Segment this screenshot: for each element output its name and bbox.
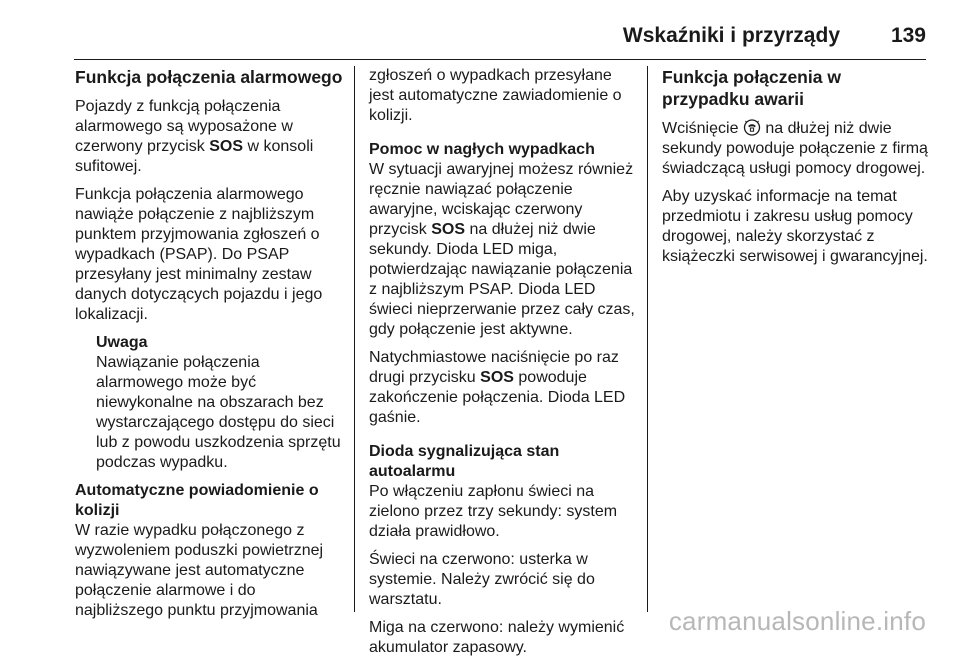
text: na dłużej niż dwie sekundy powoduje połączenie z firmą świadczącą usługi pomocy drogowej. bbox=[662, 120, 928, 177]
paragraph bbox=[369, 160, 635, 340]
paragraph: Po włączeniu zapłonu świeci na zielono przez trzy sekundy: system działa prawidłowo. bbox=[369, 483, 618, 540]
header-rule bbox=[74, 59, 926, 60]
text: Wciśnięcie bbox=[662, 120, 743, 137]
paragraph: Świeci na czerwono: usterka w systemie. Należy zwrócić się do warsztatu. bbox=[369, 551, 595, 608]
sos-label: SOS bbox=[431, 221, 466, 238]
column-1 bbox=[75, 66, 343, 629]
text: powoduje zakończenie połączenia. Dioda LED gaśnie. bbox=[369, 369, 626, 426]
paragraph: zgłoszeń o wypadkach przesyłane jest automatyczne zawiadomienie o kolizji. bbox=[369, 67, 622, 124]
page-header bbox=[0, 24, 926, 58]
text: Pojazdy z funkcją połączenia alarmowego są wyposażone w czerwony przycisk bbox=[75, 98, 293, 155]
note-title: Uwaga bbox=[96, 334, 148, 351]
page-number: 139 bbox=[890, 24, 926, 47]
paragraph bbox=[369, 348, 635, 428]
sos-label: SOS bbox=[480, 369, 514, 386]
paragraph: Miga na czerwono: należy wymienić akumulator zapasowy. bbox=[369, 619, 625, 656]
column-divider-1 bbox=[354, 66, 355, 612]
column-3 bbox=[662, 66, 932, 275]
watermark: carmanualsonline.info bbox=[668, 606, 926, 636]
text: na dłużej niż dwie sekundy. Dioda LED miga, potwierdzając nawiązanie połączenia z najbliższym PSAP. Dioda LED świeci nieprzerwanie przez cały czas, gdy połączenie jest aktywne. bbox=[369, 221, 635, 338]
sub-heading-auto-crash-notification: Automatyczne powiadomienie o kolizji bbox=[75, 482, 319, 519]
section-heading-breakdown-call: Funkcja połączenia w przypadku awarii bbox=[662, 67, 841, 109]
paragraph bbox=[662, 119, 932, 179]
text: Natychmiastowe naciśnięcie po raz drugi przycisku bbox=[369, 349, 619, 386]
sub-heading-emergency-help: Pomoc w nagłych wypadkach bbox=[369, 141, 595, 158]
header-title: Wskaźniki i przyrządy bbox=[622, 24, 840, 47]
roadside-assistance-phone-icon bbox=[743, 119, 761, 136]
paragraph bbox=[75, 97, 343, 177]
sos-label: SOS bbox=[209, 138, 244, 155]
text: w konsoli sufitowej. bbox=[75, 138, 314, 175]
paragraph: Funkcja połączenia alarmowego nawiąże połączenie z najbliższym punktem przyjmowania zgłoszeń o wypadkach (PSAP). Do PSAP przesyłany jest minimalny zestaw danych dotyczących pojazdu i jego lokalizacji. bbox=[75, 186, 323, 323]
section-heading-emergency-call: Funkcja połączenia alarmowego bbox=[75, 67, 343, 87]
column-divider-2 bbox=[647, 66, 648, 612]
paragraph: Aby uzyskać informacje na temat przedmiotu i zakresu usług pomocy drogowej, należy skorzystać z książeczki serwisowej i gwarancyjnej. bbox=[662, 188, 928, 265]
sub-heading-alarm-status-led: Dioda sygnalizująca stan autoalarmu bbox=[369, 443, 560, 480]
column-2 bbox=[369, 66, 635, 666]
text: W sytuacji awaryjnej możesz również ręcznie nawiązać połączenie awaryjne, wciskając czerwony przycisk bbox=[369, 161, 634, 238]
note-text: Nawiązanie połączenia alarmowego może być niewykonalne na obszarach bez wystarczającego dostępu do sieci lub z powodu uszkodzenia sprzętu podczas wypadku. bbox=[96, 354, 341, 471]
note-box bbox=[75, 333, 343, 473]
paragraph: W razie wypadku połączonego z wyzwoleniem poduszki powietrznej nawiązywane jest automatyczne połączenie alarmowe i do najbliższego punktu przyjmowania bbox=[75, 522, 324, 619]
